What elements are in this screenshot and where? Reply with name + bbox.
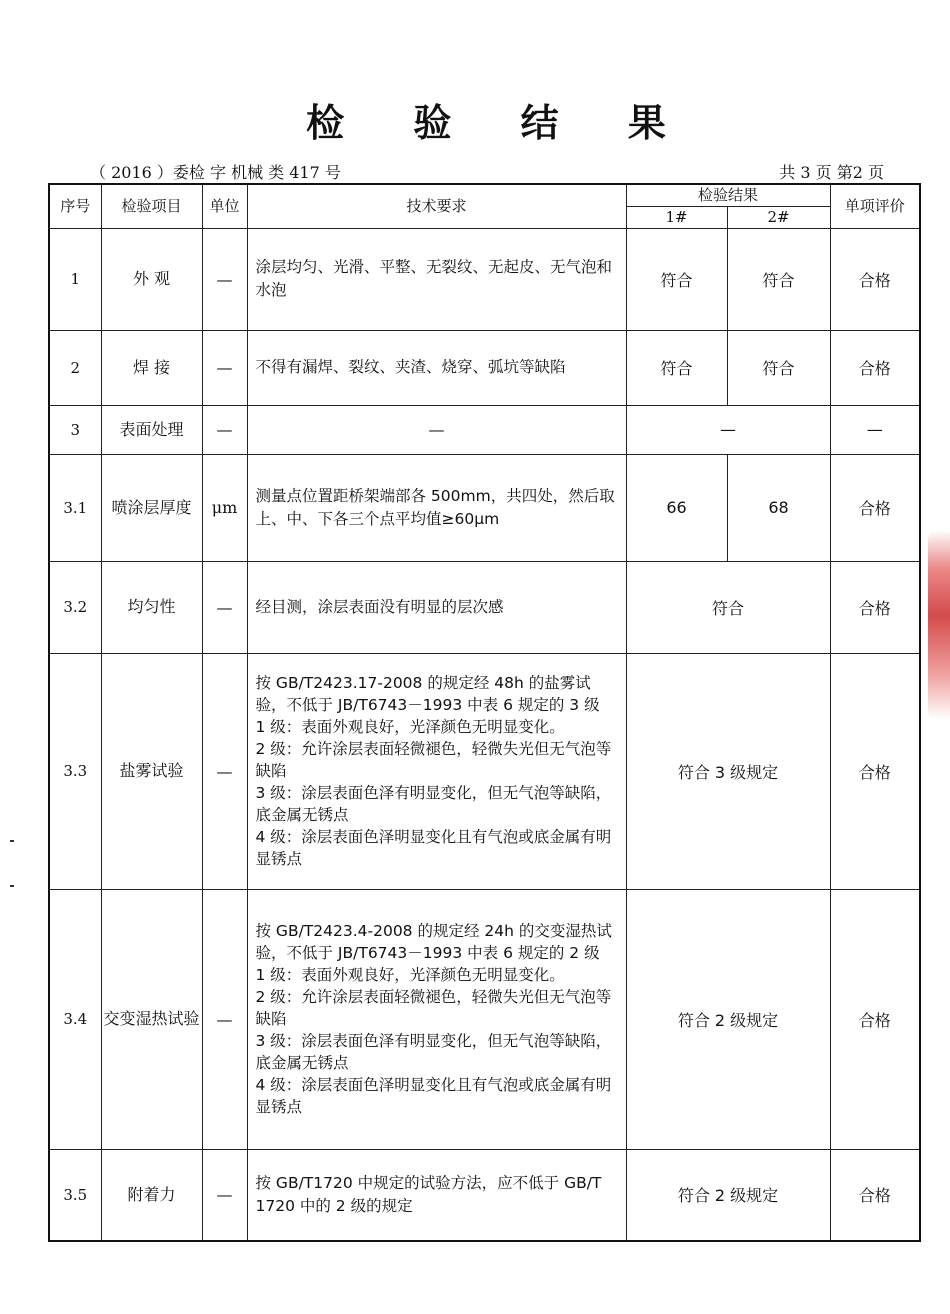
row-item: 喷涂层厚度	[101, 454, 202, 561]
row-result: 符合 3 级规定	[626, 653, 830, 889]
row-result-1: 符合	[626, 330, 727, 405]
header-evaluation: 单项评价	[830, 184, 920, 228]
row-evaluation: 合格	[830, 228, 920, 330]
document-number: （ 2016 ）委检 字 机械 类 417 号	[90, 163, 341, 182]
row-requirement	[247, 454, 626, 561]
row-requirement: —	[247, 405, 626, 454]
requirement-line: 1 级：表面外观良好，光泽颜色无明显变化。	[255, 718, 565, 736]
row-requirement	[247, 228, 626, 330]
row-result-2: 符合	[727, 330, 830, 405]
requirement-line: 4 级：涂层表面色泽明显变化且有气泡或底金属有明显锈点	[255, 828, 612, 868]
row-evaluation: 合格	[830, 454, 920, 561]
page-info: 共 3 页 第2 页	[779, 163, 884, 182]
row-number: 3.5	[49, 1149, 101, 1241]
row-number: 3.2	[49, 561, 101, 653]
margin-mark	[10, 885, 14, 887]
table-row	[49, 1149, 920, 1241]
row-unit: —	[202, 228, 247, 330]
row-number: 3.4	[49, 889, 101, 1149]
red-seal-stamp	[928, 530, 950, 720]
requirement-line: 2 级：允许涂层表面轻微褪色，轻微失光但无气泡等缺陷	[255, 740, 612, 780]
row-result: 符合 2 级规定	[626, 1149, 830, 1241]
requirement-line: 1 级：表面外观良好，光泽颜色无明显变化。	[255, 966, 565, 984]
row-unit: —	[202, 653, 247, 889]
inspection-results-table	[48, 183, 921, 1242]
row-requirement	[247, 653, 626, 889]
row-item: 表面处理	[101, 405, 202, 454]
row-result: 符合 2 级规定	[626, 889, 830, 1149]
row-number: 3	[49, 405, 101, 454]
requirement-line: 经目测，涂层表面没有明显的层次感	[255, 597, 504, 616]
row-evaluation: 合格	[830, 561, 920, 653]
requirement-line: 按 GB/T2423.17-2008 的规定经 48h 的盐雾试验，不低于 JB/T6743－1993 中表 6 规定的 3 级	[255, 674, 600, 714]
requirement-line: 4 级：涂层表面色泽明显变化且有气泡或底金属有明显锈点	[255, 1076, 612, 1116]
row-unit: —	[202, 561, 247, 653]
row-number: 1	[49, 228, 101, 330]
requirement-line: 按 GB/T1720 中规定的试验方法，应不低于 GB/T 1720 中的 2 级的规定	[255, 1173, 602, 1215]
table-row	[49, 653, 920, 889]
row-item: 焊 接	[101, 330, 202, 405]
row-unit: —	[202, 330, 247, 405]
requirement-line: 涂层均匀、光滑、平整、无裂纹、无起皮、无气泡和水泡	[255, 258, 613, 299]
row-evaluation: 合格	[830, 1149, 920, 1241]
row-unit: —	[202, 405, 247, 454]
table-row	[49, 561, 920, 653]
row-result-2: 68	[727, 454, 830, 561]
table-row	[49, 454, 920, 561]
row-evaluation: 合格	[830, 653, 920, 889]
header-sample-1: 1#	[626, 206, 727, 228]
row-item: 交变湿热试验	[101, 889, 202, 1149]
row-result-2: 符合	[727, 228, 830, 330]
row-number: 3.3	[49, 653, 101, 889]
row-unit: —	[202, 1149, 247, 1241]
row-item: 附着力	[101, 1149, 202, 1241]
requirement-line: 3 级：涂层表面色泽有明显变化，但无气泡等缺陷，底金属无锈点	[255, 784, 612, 824]
row-unit: μm	[202, 454, 247, 561]
table-row	[49, 228, 920, 330]
header-sample-2: 2#	[727, 206, 830, 228]
requirement-line: 2 级：允许涂层表面轻微褪色，轻微失光但无气泡等缺陷	[255, 988, 612, 1028]
row-requirement	[247, 330, 626, 405]
table-row	[49, 889, 920, 1149]
table-row	[49, 405, 920, 454]
row-requirement	[247, 1149, 626, 1241]
requirement-line: 3 级：涂层表面色泽有明显变化，但无气泡等缺陷，底金属无锈点	[255, 1032, 612, 1072]
row-unit: —	[202, 889, 247, 1149]
row-item: 均匀性	[101, 561, 202, 653]
row-item: 盐雾试验	[101, 653, 202, 889]
header-result: 检验结果	[626, 184, 830, 206]
header-unit: 单位	[202, 184, 247, 228]
header-seq: 序号	[49, 184, 101, 228]
header-requirement: 技术要求	[247, 184, 626, 228]
row-result-1: 66	[626, 454, 727, 561]
row-evaluation: 合格	[830, 889, 920, 1149]
row-result: —	[626, 405, 830, 454]
row-evaluation: —	[830, 405, 920, 454]
margin-mark	[10, 840, 14, 842]
row-evaluation: 合格	[830, 330, 920, 405]
requirement-line: 测量点位置距桥架端部各 500mm，共四处，然后取上、中、下各三个点平均值≥60μm	[255, 486, 615, 528]
row-result: 符合	[626, 561, 830, 653]
row-result-1: 符合	[626, 228, 727, 330]
row-requirement	[247, 561, 626, 653]
row-requirement	[247, 889, 626, 1149]
row-number: 2	[49, 330, 101, 405]
row-number: 3.1	[49, 454, 101, 561]
row-item: 外 观	[101, 228, 202, 330]
requirement-line: 按 GB/T2423.4-2008 的规定经 24h 的交变湿热试验，不低于 JB/T6743－1993 中表 6 规定的 2 级	[255, 922, 612, 962]
header-row	[49, 184, 920, 206]
table-row	[49, 330, 920, 405]
header-item: 检验项目	[101, 184, 202, 228]
page-title: 检 验 结 果	[306, 101, 694, 145]
requirement-line: 不得有漏焊、裂纹、夹渣、烧穿、弧坑等缺陷	[255, 358, 566, 376]
